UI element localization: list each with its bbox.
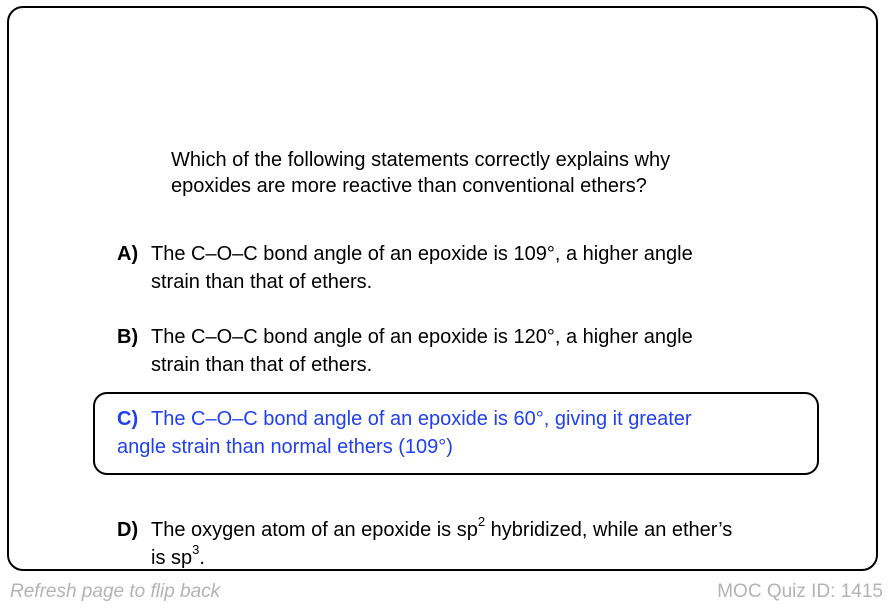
- option-d-superscript-2: 2: [477, 514, 486, 530]
- option-d-line-1-text: The oxygen atom of an epoxide is sp: [151, 519, 478, 541]
- option-d-superscript-3: 3: [192, 542, 200, 558]
- option-d-line-2-rest: .: [199, 547, 205, 569]
- option-b-line-1: The C–O–C bond angle of an epoxide is 120°, a higher angle: [151, 326, 693, 348]
- question-line-1: Which of the following statements correctly explains why: [171, 149, 671, 171]
- option-a-line-1: The C–O–C bond angle of an epoxide is 109°, a higher angle: [151, 243, 693, 265]
- option-d-line-1-rest: hybridized, while an ether’s: [485, 519, 733, 541]
- question-line-2: epoxides are more reactive than conventional ethers?: [171, 175, 647, 197]
- option-a-letter: A): [117, 243, 139, 265]
- option-c-line-2: angle strain than normal ethers (109°): [117, 436, 453, 458]
- option-b-letter: B): [117, 326, 139, 348]
- option-c-line-1: The C–O–C bond angle of an epoxide is 60°, giving it greater: [151, 408, 692, 430]
- option-d: [117, 516, 817, 572]
- refresh-hint: Refresh page to flip back: [10, 581, 221, 602]
- option-c-correct: [117, 405, 797, 461]
- option-b-line-2: strain than that of ethers.: [151, 354, 373, 376]
- option-d-letter: D): [117, 519, 139, 541]
- option-d-line-2-text: is sp: [151, 547, 193, 569]
- option-b: [117, 323, 797, 379]
- option-c-letter: C): [117, 408, 139, 430]
- question-text: [171, 147, 791, 199]
- quiz-id-label: MOC Quiz ID: 1415: [717, 581, 883, 602]
- option-a-line-2: strain than that of ethers.: [151, 271, 373, 293]
- option-a: [117, 240, 797, 296]
